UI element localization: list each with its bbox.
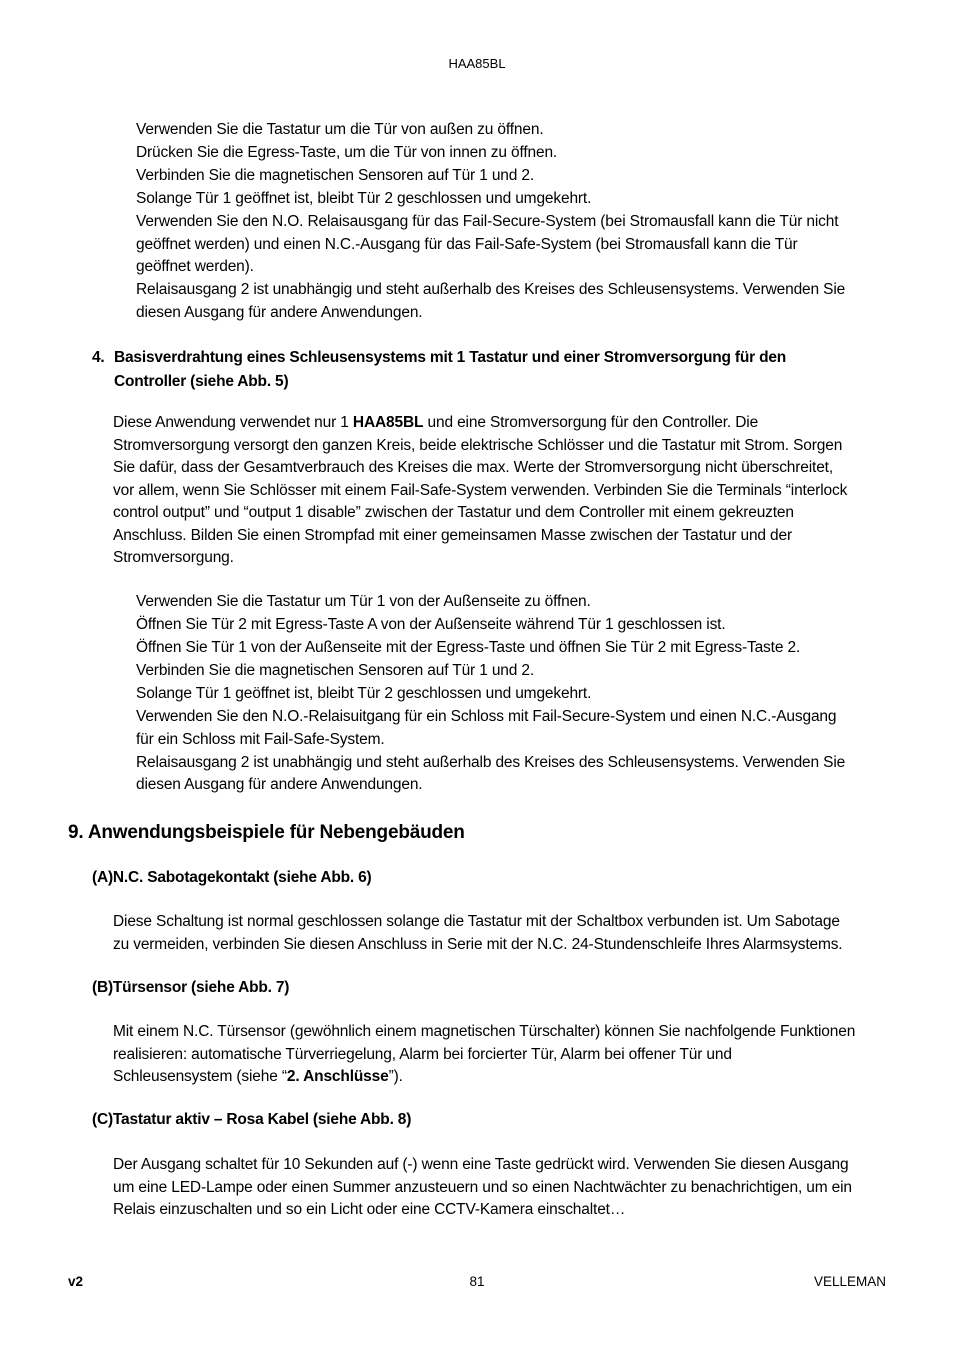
section-4-heading: [0, 346, 954, 394]
list-item-line: Drücken Sie die Egress-Taste, um die Tür von innen zu öffnen.: [136, 144, 558, 161]
list-item: [136, 637, 896, 660]
paragraph-line: Stromversorgung versorgt den ganzen Kreis, beide elektrische Schlösser und die Tastatur mit Strom. Sorgen: [113, 436, 843, 454]
subsection-a-heading: (A)N.C. Sabotagekontakt (siehe Abb. 6): [92, 869, 372, 886]
paragraph-line: realisieren: automatische Türverriegelung, Alarm bei forcierter Tür, Alarm bei offener Tür und: [113, 1045, 732, 1063]
list-item-line: geöffnet werden).: [136, 258, 254, 275]
list-item: [136, 211, 896, 279]
subsection-b-paragraph: [113, 1021, 893, 1089]
list-item-line: Öffnen Sie Tür 1 von der Außenseite mit der Egress-Taste und öffnen Sie Tür 2 mit Egress-Taste 2.: [136, 639, 801, 656]
list-item: [136, 752, 896, 797]
section-4-title-line-2: Controller (siehe Abb. 5): [114, 373, 289, 390]
section-reference: 2. Anschlüsse: [286, 1068, 389, 1085]
list-item: [136, 706, 896, 751]
paragraph-line: Stromversorgung.: [113, 549, 234, 566]
list-item-line: Verwenden Sie die Tastatur um die Tür von außen zu öffnen.: [136, 121, 544, 138]
footer-page-number: 81: [469, 1274, 485, 1289]
list-item-line: Verwenden Sie die Tastatur um Tür 1 von der Außenseite zu öffnen.: [136, 593, 591, 610]
list-item-line: Solange Tür 1 geöffnet ist, bleibt Tür 2 geschlossen und umgekehrt.: [136, 190, 592, 207]
section-4-number: 4.: [92, 349, 105, 366]
page-header: HAA85BL: [448, 56, 506, 71]
paragraph-line: vor allem, wenn Sie Schlösser mit einem Fail-Safe-System verwenden. Verbinden Sie die Terminals “interlock: [113, 481, 848, 499]
paragraph-line: Anschluss. Bilden Sie einen Strompfad mit einer gemeinsamen Masse zwischen der Tastatur und der: [113, 526, 793, 544]
list-item-line: Verwenden Sie den N.O. Relaisausgang für das Fail-Secure-System (bei Stromausfall kann die Tür nicht: [136, 213, 839, 230]
footer-brand: VELLEMAN: [813, 1274, 886, 1289]
paragraph-line: Diese Schaltung ist normal geschlossen solange die Tastatur mit der Schaltbox verbunden ist. Um Sabotage: [113, 913, 840, 930]
list-item-line: Öffnen Sie Tür 2 mit Egress-Taste A von der Außenseite während Tür 1 geschlossen ist.: [136, 616, 726, 633]
paragraph-line: zu vermeiden, verbinden Sie diesen Anschluss in Serie mit der N.C. 24-Stundenschleife Ihres Alarmsystems.: [113, 935, 843, 953]
list-item: [136, 614, 896, 637]
list-item-line: für ein Schloss mit Fail-Safe-System.: [136, 730, 385, 748]
paragraph-line: Mit einem N.C. Türsensor (gewöhnlich einem magnetischen Türschalter) können Sie nachfolgende Funktionen: [113, 1023, 856, 1040]
list-item-line: Solange Tür 1 geöffnet ist, bleibt Tür 2 geschlossen und umgekehrt.: [136, 685, 592, 702]
section-9-heading: 9. Anwendungsbeispiele für Nebengebäuden: [68, 822, 465, 843]
list-item: [136, 660, 896, 683]
product-code: HAA85BL: [352, 414, 424, 431]
bullet-list-section-4: [136, 591, 896, 797]
paragraph-line: Sie dafür, dass der Gesamtverbrauch des Kreises die max. Werte der Stromversorgung nicht überschreitet,: [113, 459, 833, 476]
subsection-c-paragraph: [113, 1154, 893, 1222]
list-item-line: Verwenden Sie den N.O.-Relaisuitgang für ein Schloss mit Fail-Secure-System und einen N.C.-Ausgang: [136, 708, 837, 725]
list-item: [136, 188, 896, 211]
list-item-line: diesen Ausgang für andere Anwendungen.: [136, 303, 423, 321]
paragraph-line: Relais einzuschalten und so ein Licht oder eine CCTV-Kamera einschaltet…: [113, 1201, 626, 1218]
section-4-paragraph: [113, 412, 893, 570]
paragraph-line: Der Ausgang schaltet für 10 Sekunden auf (-) wenn eine Taste gedrückt wird. Verwenden Sie diesen Ausgang: [113, 1156, 849, 1173]
list-item: [136, 591, 896, 614]
list-item: [136, 683, 896, 706]
paragraph-line: Diese Anwendung verwendet nur 1 HAA85BL und eine Stromversorgung für den Controller. Die: [113, 414, 759, 431]
footer-version: v2: [68, 1274, 84, 1289]
paragraph-line: control output” und “output 1 disable” zwischen der Tastatur und dem Controller mit einem gekreuzten: [113, 504, 794, 521]
list-item-line: Verbinden Sie die magnetischen Sensoren auf Tür 1 und 2.: [136, 662, 535, 679]
subsection-c-heading: (C)Tastatur aktiv – Rosa Kabel (siehe Abb. 8): [92, 1111, 412, 1128]
subsection-a-paragraph: [113, 911, 893, 956]
section-4-title-line-1: Basisverdrahtung eines Schleusensystems mit 1 Tastatur und einer Stromversorgung für den: [114, 349, 787, 366]
bullet-list-top: [136, 119, 896, 325]
list-item: [136, 279, 896, 324]
list-item-line: Relaisausgang 2 ist unabhängig und steht außerhalb des Kreises des Schleusensystems. Verwenden Sie: [136, 281, 846, 298]
list-item: [136, 165, 896, 188]
paragraph-line: um eine LED-Lampe oder einen Summer anzusteuern und so einen Nachtwächter zu benachrichtigen, um ein: [113, 1178, 852, 1196]
list-item-line: Verbinden Sie die magnetischen Sensoren auf Tür 1 und 2.: [136, 167, 535, 184]
subsection-b-heading: (B)Türsensor (siehe Abb. 7): [92, 979, 290, 996]
list-item-line: geöffnet werden) und einen N.C.-Ausgang für das Fail-Safe-System (bei Stromausfall kann die Tür: [136, 235, 798, 253]
list-item-line: Relaisausgang 2 ist unabhängig und steht außerhalb des Kreises des Schleusensystems. Verwenden Sie: [136, 753, 846, 771]
list-item-line: diesen Ausgang für andere Anwendungen.: [136, 776, 423, 793]
list-item: [136, 119, 896, 142]
list-item: [136, 142, 896, 165]
paragraph-line: Schleusensystem (siehe “2. Anschlüsse”).: [113, 1068, 403, 1085]
